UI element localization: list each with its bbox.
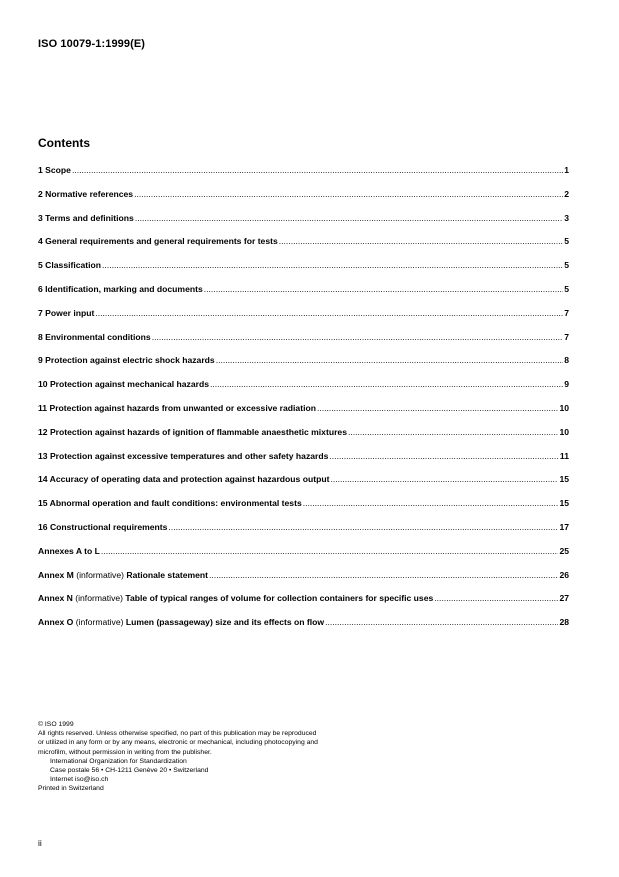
- annex-subtitle: Lumen (passageway) size and its effects on flow: [125, 617, 325, 628]
- toc-entry[interactable]: [38, 378, 569, 390]
- toc-entry-page: 3: [564, 212, 569, 223]
- toc-entry-page: 15: [559, 498, 569, 509]
- toc-leader: [434, 592, 558, 604]
- toc-entry-annex-n[interactable]: [38, 592, 569, 604]
- annex-note: (informative): [75, 593, 124, 604]
- toc-entry-page: 5: [564, 260, 569, 271]
- toc-leader: [168, 521, 558, 533]
- toc-entry[interactable]: [38, 188, 569, 200]
- toc-entry-page: 15: [559, 474, 569, 485]
- toc-leader: [216, 354, 564, 366]
- toc-leader: [101, 545, 559, 557]
- toc-entry-title: 9 Protection against electric shock hazards: [38, 355, 215, 366]
- toc-entry-title: 16 Constructional requirements: [38, 521, 168, 532]
- rights-text-line-1: All rights reserved. Unless otherwise specified, no part of this publication may be reproduced: [38, 730, 317, 738]
- toc-leader: [72, 164, 563, 176]
- document-id: ISO 10079-1:1999(E): [38, 38, 146, 50]
- toc-entry-page: 1: [564, 165, 569, 175]
- toc-entry[interactable]: [38, 283, 569, 295]
- organization-internet: Internet iso@iso.ch: [50, 776, 109, 784]
- toc-entry-title: 14 Accuracy of operating data and protection against hazardous output: [38, 474, 330, 485]
- toc-entry-page: 7: [564, 307, 569, 318]
- toc-entry-page: 10: [559, 402, 569, 413]
- toc-entry[interactable]: [38, 426, 569, 438]
- toc-entry-page: 10: [559, 426, 569, 437]
- toc-leader: [134, 188, 563, 200]
- toc-entry-title: [38, 616, 324, 628]
- toc-entry-page: 2: [564, 188, 569, 199]
- toc-entry[interactable]: [38, 497, 569, 509]
- toc-leader: [348, 426, 558, 438]
- toc-entry-title: [38, 592, 433, 604]
- rights-text-line-3: microfilm, without permission in writing from the publisher.: [38, 748, 212, 756]
- toc-leader: [95, 307, 563, 319]
- toc-leader: [152, 331, 564, 343]
- toc-entry-page: 9: [564, 379, 569, 390]
- copyright-notice: © ISO 1999: [38, 721, 74, 728]
- table-of-contents: [38, 164, 569, 640]
- toc-entry[interactable]: [38, 521, 569, 533]
- toc-entry[interactable]: [38, 473, 569, 485]
- toc-entry-page: 26: [559, 569, 569, 580]
- toc-entry-page: 7: [564, 331, 569, 342]
- toc-entry-page: 5: [564, 283, 569, 294]
- toc-leader: [317, 402, 558, 414]
- toc-entry[interactable]: [38, 235, 569, 247]
- annex-note: (informative): [76, 569, 124, 580]
- toc-entry-title: 3 Terms and definitions: [38, 212, 134, 223]
- toc-entry[interactable]: [38, 354, 569, 366]
- toc-entry-title: 4 General requirements and general requirements for tests: [38, 236, 278, 247]
- toc-entry-title: 8 Environmental conditions: [38, 331, 151, 342]
- toc-entry-title: [38, 569, 208, 581]
- toc-entry-page: 27: [559, 593, 569, 604]
- toc-entry-page: 25: [559, 545, 569, 556]
- toc-entry-title: 12 Protection against hazards of ignition of flammable anaesthetic mixtures: [38, 426, 347, 437]
- toc-leader: [209, 569, 558, 581]
- toc-leader: [135, 212, 563, 224]
- toc-entry[interactable]: [38, 212, 569, 224]
- toc-entry-page: 17: [559, 521, 569, 532]
- toc-leader: [330, 473, 558, 485]
- toc-entry-title: 10 Protection against mechanical hazards: [38, 379, 209, 390]
- annex-label: Annex M: [38, 569, 74, 580]
- organization-address: Case postale 56 • CH-1211 Genève 20 • Switzerland: [50, 767, 209, 775]
- toc-entry[interactable]: [38, 402, 569, 414]
- toc-entry-title: Annexes A to L: [38, 545, 100, 556]
- annex-label: Annex O: [38, 617, 74, 628]
- toc-entry[interactable]: [38, 545, 569, 557]
- toc-leader: [204, 283, 563, 295]
- rights-text-line-2: or utilized in any form or by any means, electronic or mechanical, including photocopying and: [38, 739, 318, 747]
- toc-entry[interactable]: [38, 164, 569, 176]
- toc-leader: [102, 259, 563, 271]
- page-number: ii: [38, 838, 42, 848]
- annex-subtitle: Rationale statement: [126, 569, 209, 580]
- toc-entry[interactable]: [38, 450, 569, 462]
- toc-entry-page: 5: [564, 236, 569, 247]
- toc-entry-title: 6 Identification, marking and documents: [38, 283, 203, 294]
- toc-entry-title: 2 Normative references: [38, 188, 134, 199]
- annex-subtitle: Table of typical ranges of volume for collection containers for specific uses: [125, 593, 434, 604]
- toc-leader: [210, 378, 563, 390]
- annex-label: Annex N: [38, 593, 73, 604]
- toc-leader: [329, 450, 559, 462]
- toc-entry-page: 11: [559, 450, 569, 461]
- copyright-block: [38, 720, 398, 794]
- annex-note: (informative): [75, 617, 124, 628]
- toc-entry-title: 5 Classification: [38, 260, 102, 271]
- toc-entry-annex-m[interactable]: [38, 569, 569, 581]
- toc-entry-page: 28: [559, 617, 569, 628]
- toc-entry-title: 13 Protection against excessive temperatures and other safety hazards: [38, 450, 329, 461]
- contents-heading: Contents: [38, 136, 90, 150]
- toc-entry[interactable]: [38, 307, 569, 319]
- printed-in: Printed in Switzerland: [38, 785, 104, 793]
- organization-name: International Organization for Standardization: [50, 757, 187, 765]
- toc-leader: [303, 497, 559, 509]
- toc-entry[interactable]: [38, 331, 569, 343]
- toc-entry-page: 8: [564, 355, 569, 366]
- toc-entry[interactable]: [38, 259, 569, 271]
- toc-entry-annex-o[interactable]: [38, 616, 569, 628]
- toc-entry-title: 11 Protection against hazards from unwanted or excessive radiation: [38, 402, 316, 413]
- toc-leader: [325, 616, 558, 628]
- toc-entry-title: 1 Scope: [38, 165, 71, 175]
- toc-leader: [279, 235, 563, 247]
- toc-entry-title: 15 Abnormal operation and fault conditions: environmental tests: [38, 498, 302, 509]
- toc-entry-title: 7 Power input: [38, 307, 95, 318]
